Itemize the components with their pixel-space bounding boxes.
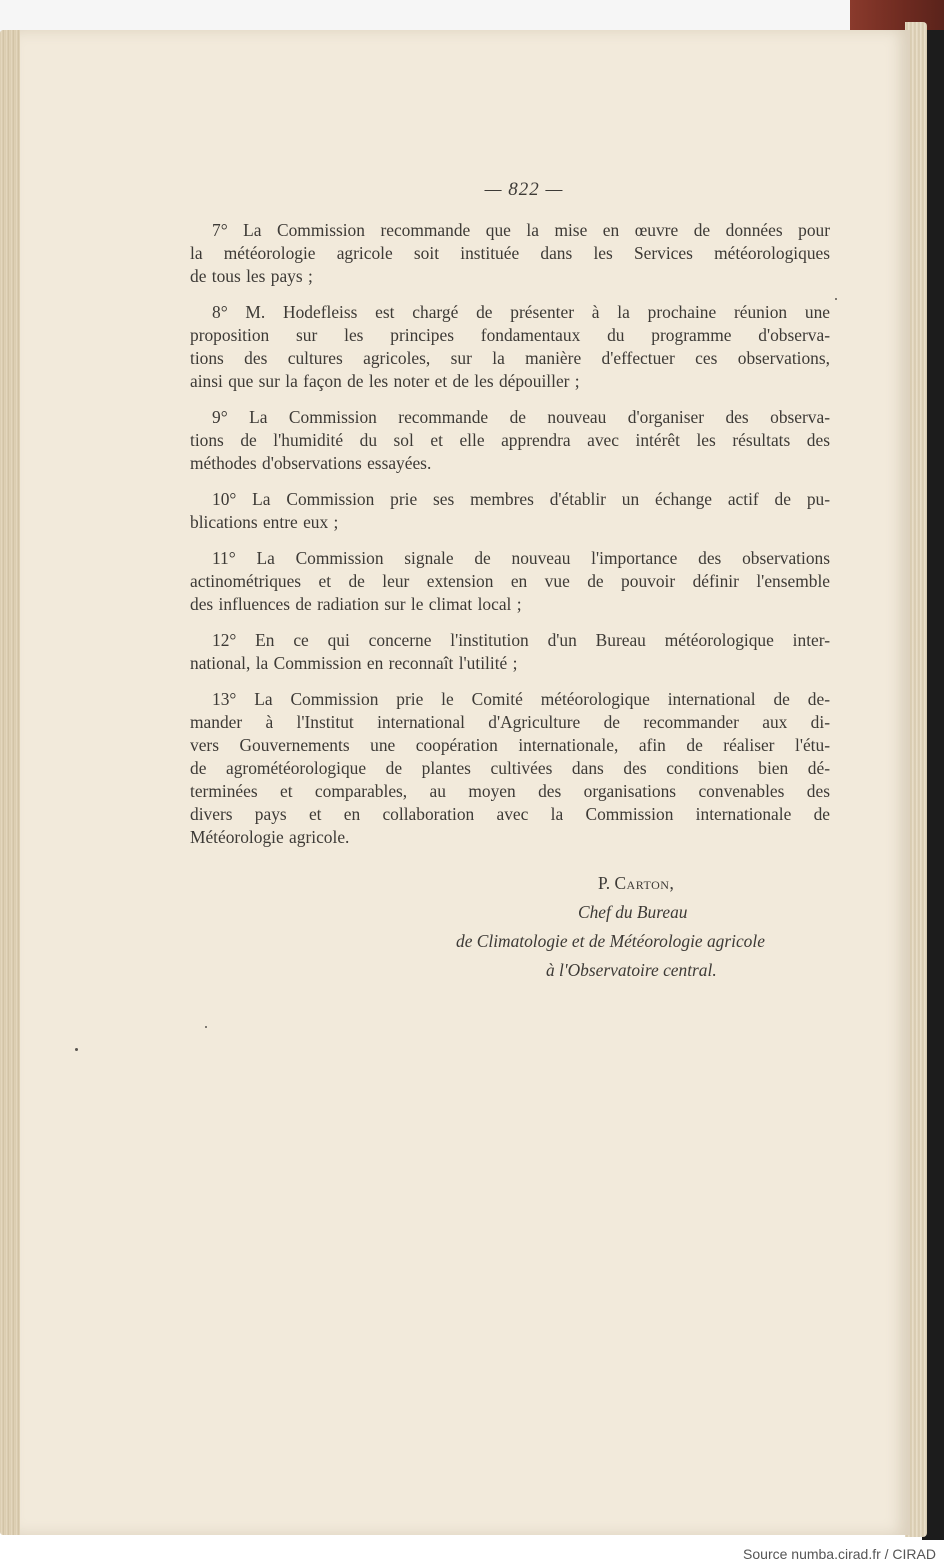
paragraph-item-8 <box>190 301 830 393</box>
text-line: de agrométéorologique de plantes cultivées dans des conditions bien dé- <box>190 758 830 778</box>
paragraph-item-10 <box>190 488 830 534</box>
signature-department: de Climatologie et de Météorologie agricole <box>456 931 765 951</box>
text-line: blications entre eux ; <box>190 512 339 532</box>
signature-initial: P. <box>598 873 615 893</box>
text-line: méthodes d'observations essayées. <box>190 453 432 473</box>
text-line: 9° La Commission recommande de nouveau d'organiser des observa- <box>212 407 830 427</box>
paper-speck <box>75 1048 78 1051</box>
paragraph-item-12 <box>190 629 830 675</box>
text-line: des influences de radiation sur le climat local ; <box>190 594 522 614</box>
text-line: Météorologie agricole. <box>190 827 350 847</box>
text-line: la météorologie agricole soit instituée dans les Services météorologiques <box>190 243 830 263</box>
signature-title: Chef du Bureau <box>578 902 688 922</box>
text-line: ainsi que sur la façon de les noter et de les dépouiller ; <box>190 371 580 391</box>
text-line: divers pays et en collaboration avec la Commission internationale de <box>190 804 830 824</box>
paragraph-list <box>190 219 830 849</box>
text-line: vers Gouvernements une coopération internationale, afin de réaliser l'étu- <box>190 735 830 755</box>
text-line: tions de l'humidité du sol et elle apprendra avec intérêt les résultats des <box>190 430 830 450</box>
text-line: 11° La Commission signale de nouveau l'importance des observations <box>212 548 830 568</box>
text-line: 13° La Commission prie le Comité météorologique international de de- <box>212 689 830 709</box>
paragraph-item-7 <box>190 219 830 288</box>
text-line: 12° En ce qui concerne l'institution d'un Bureau météorologique inter- <box>212 630 830 650</box>
paper-speck <box>835 298 837 300</box>
signature-name <box>598 869 674 898</box>
paragraph-item-13 <box>190 688 830 849</box>
page-text <box>190 178 830 989</box>
page-number: — 822 — <box>484 179 564 200</box>
text-line: 10° La Commission prie ses membres d'établir un échange actif de pu- <box>212 489 830 509</box>
text-line: de tous les pays ; <box>190 266 313 286</box>
signature-surname: Carton <box>614 873 670 893</box>
paper-speck <box>205 1026 207 1028</box>
text-line: national, la Commission en reconnaît l'utilité ; <box>190 653 518 673</box>
text-line: tions des cultures agricoles, sur la manière d'effectuer ces observations, <box>190 348 830 368</box>
text-line: terminées et comparables, au moyen des organisations convenables des <box>190 781 830 801</box>
source-credit: Source numba.cirad.fr / CIRAD <box>743 1546 936 1562</box>
paragraph-item-9 <box>190 406 830 475</box>
text-line: 7° La Commission recommande que la mise en œuvre de données pour <box>212 220 830 240</box>
signature-place: à l'Observatoire central. <box>546 960 717 980</box>
text-line: actinométriques et de leur extension en vue de pouvoir définir l'ensemble <box>190 571 830 591</box>
text-line: 8° M. Hodefleiss est chargé de présenter à la prochaine réunion une <box>212 302 830 322</box>
book-page-stack-left <box>0 30 22 1535</box>
signature-block <box>190 869 830 989</box>
signature-comma: , <box>669 873 674 893</box>
text-line: proposition sur les principes fondamentaux du programme d'observa- <box>190 325 830 345</box>
paragraph-item-11 <box>190 547 830 616</box>
text-line: mander à l'Institut international d'Agriculture de recommander aux di- <box>190 712 830 732</box>
